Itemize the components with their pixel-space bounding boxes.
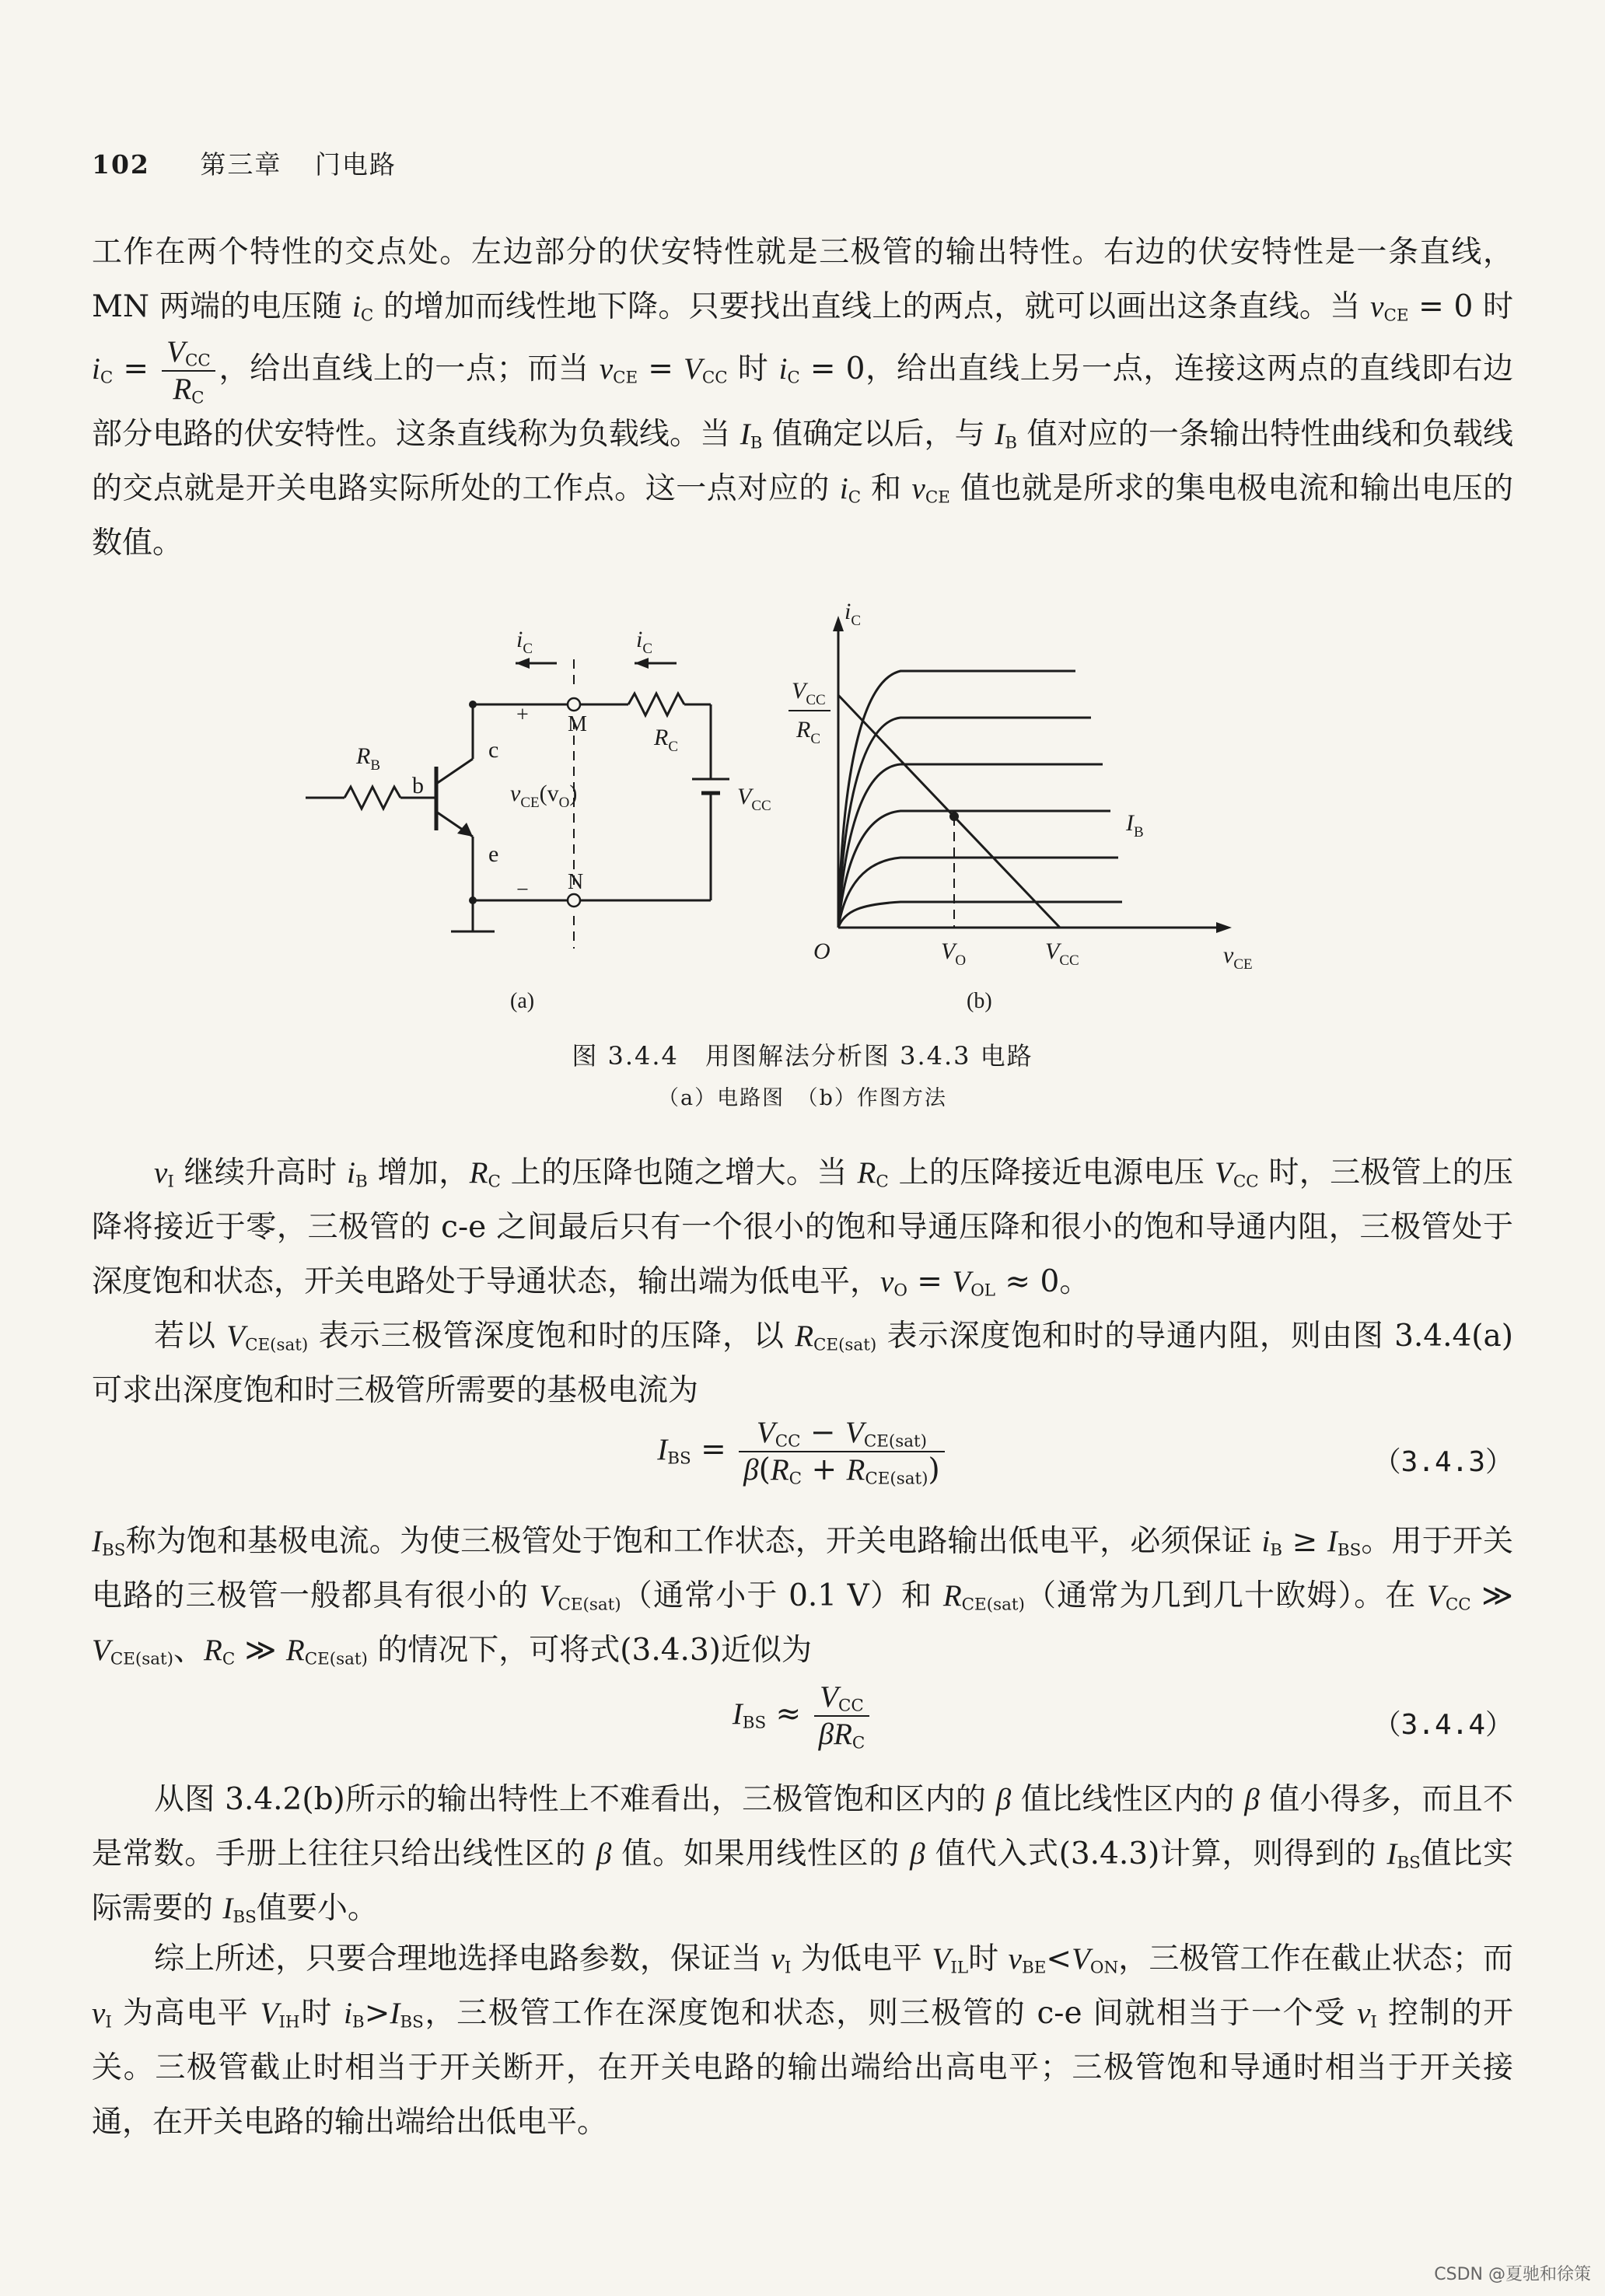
svg-text:(b): (b) — [967, 989, 992, 1013]
svg-text:(a): (a) — [510, 989, 535, 1013]
svg-text:IB: $I_B$ — [1126, 810, 1144, 840]
svg-text:c: c — [488, 737, 499, 763]
svg-text:e: e — [488, 841, 499, 867]
equation-number: （3.4.4） — [1372, 1709, 1513, 1741]
svg-text:vCE: $v_{CE}$ — [1223, 942, 1253, 973]
chapter-label: 第三章 — [200, 149, 282, 180]
svg-text:b: b — [412, 773, 424, 799]
svg-text:VCC: $V_{CC}$ — [737, 784, 771, 814]
equation-3-4-4: $I_{BS}$ ≈ $\frac{V_{CC}}{\beta R_C}$ （3.4.4） — [732, 1680, 1513, 1753]
svg-text:+: + — [516, 703, 529, 727]
chapter-title: 门电路 — [314, 149, 397, 180]
page-number: 102 — [92, 149, 150, 180]
svg-text:N: N — [568, 870, 584, 894]
paragraph-2: $v_I$ 继续升高时 $i_B$ 增加，$R_C$ 上的压降也随之增大。当 $R_C$ 上的压降接近电源电压 $V_{CC}$ 时，三极管上的压降将接近于零，三极管的 c-e 之间最后只有一个很小的饱和导通压降和很小的饱和导通内阻，三极管处于深度饱和状态，开关电路处于导通状态，输出端为低电平，$v_O = V_{OL} \approx 0$。 — [92, 1155, 1514, 1301]
figure-svg — [92, 589, 1513, 1025]
svg-text:RB: $R_B$ — [356, 743, 381, 774]
svg-text:RC: $R_C$ — [796, 717, 821, 747]
svg-text:M: M — [568, 712, 587, 736]
page-header — [92, 145, 397, 181]
paragraph-5: 从图 3.4.2(b)所示的输出特性上不难看出，三极管饱和区内的 β 值比线性区内的 β 值小得多，而且不是常数。手册上往往只给出线性区的 β 值。如果用线性区的 β 值代入式(3.4.3)计算，则得到的 $I_{BS}$值比实际需要的 $I_{BS}$值要小。 — [92, 1782, 1513, 1927]
svg-text:O: O — [813, 938, 830, 964]
paragraph-1: 工作在两个特性的交点处。左边部分的伏安特性就是三极管的输出特性。右边的伏安特性是一条直线，MN 两端的电压随 $i_C$ 的增加而线性地下降。只要找出直线上的两点，就可以画出这条直线。当 $v_{CE} = 0$ 时 $i_C$ = $\frac{V_{CC}}{R_C}$ ，给出直线上的一点；而当 $v_{CE} = V_{CC}$ 时 $i_C = 0$，给出直线上另一点，连接这两点的直线即右边部分电路的伏安特性。这条直线称为负载线。当 $I_B$ 值确定以后，与 $I_B$ 值对应的一条输出特性曲线和负载线的交点就是开关电路实际所处的工作点。这一点对应的 $i_C$ 和 $v_{CE}$ 值也就是所求的集电极电流和输出电压的数值。 — [92, 235, 1514, 561]
svg-text:−: − — [516, 878, 529, 902]
figure-caption: 图 3.4.4 用图解法分析图 3.4.3 电路 — [572, 1041, 1033, 1071]
watermark: CSDN @夏驰和徐策 — [1434, 2265, 1591, 2284]
equation-3-4-3: $I_{BS}$ = $\frac{V_{CC} - V_{CE(sat)}}{\beta(R_C + R_{CE(sat)})}$ （3.4.3） — [657, 1415, 1513, 1489]
fraction-vcc-rc: $\frac{V_{CC}}{R_C}$ — [162, 334, 215, 407]
equation-number: （3.4.3） — [1372, 1446, 1513, 1478]
svg-text:vCE(vO): $v_{CE}(v_O)$ — [510, 781, 578, 811]
svg-text:iC: $i_C$ — [844, 599, 862, 629]
paragraph-4: $I_{BS}$称为饱和基极电流。为使三极管处于饱和工作状态，开关电路输出低电平，必须保证 $i_B \ge I_{BS}$。用于开关电路的三极管一般都具有很小的 $V_{CE(sat)}$（通常小于 0.1 V）和 $R_{CE(sat)}$（通常为几到几十欧姆）。在 $V_{CC}$ ≫ $V_{CE(sat)}$、$R_C$ ≫ $R_{CE(sat)}$ 的情况下，可将式(3.4.3)近似为 — [92, 1524, 1513, 1669]
svg-text:VCC: $V_{CC}$ — [792, 678, 826, 708]
paragraph-6: 综上所述，只要合理地选择电路参数，保证当 $v_I$ 为低电平 $V_{IL}$时 $v_{BE}<V_{ON}$，三极管工作在截止状态；而 $v_I$ 为高电平 $V_{IH}$时 $i_B>I_{BS}$，三极管工作在深度饱和状态，则三极管的 c-e 间就相当于一个受 $v_I$ 控制的开关。三极管截止时相当于开关断开，在开关电路的输出端给出高电平；三极管饱和导通时相当于开关接通，在开关电路的输出端给出低电平。 — [92, 1941, 1513, 2140]
svg-text:iC: $i_C$ — [636, 627, 653, 657]
paragraph-3: 若以 $V_{CE(sat)}$ 表示三极管深度饱和时的压降，以 $R_{CE(sat)}$ 表示深度饱和时的导通内阻，则由图 3.4.4(a)可求出深度饱和时三极管所需要的基极电流为 — [92, 1319, 1513, 1408]
svg-text:RC: $R_C$ — [654, 725, 679, 755]
figure-subcaption: （a）电路图 （b）作图方法 — [658, 1086, 947, 1110]
svg-text:iC: $i_C$ — [516, 627, 533, 657]
svg-text:VCC: $V_{CC}$ — [1045, 938, 1079, 969]
svg-text:VO: $V_O$ — [941, 938, 967, 969]
